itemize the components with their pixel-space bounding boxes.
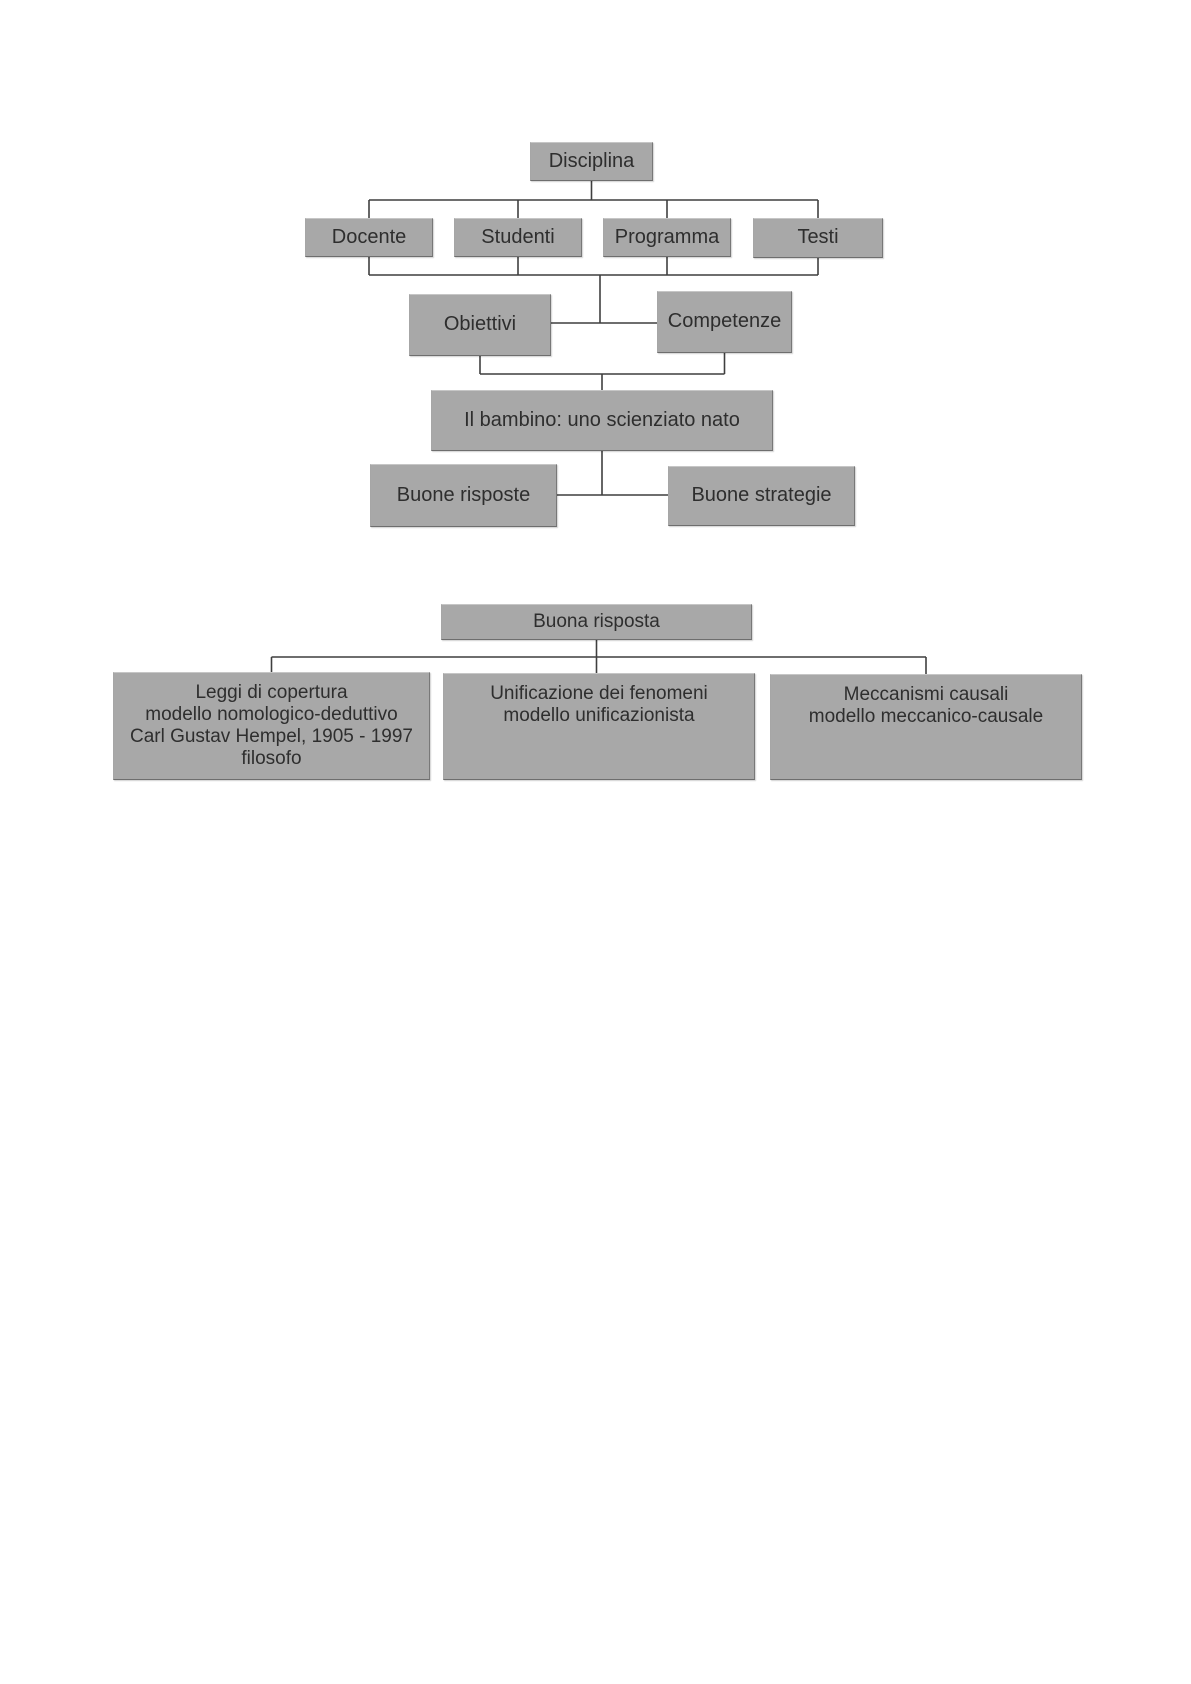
node-unificazione-dei-fenomeni <box>443 673 755 780</box>
node-buona-risposta: Buona risposta <box>441 604 752 640</box>
node-line: Carl Gustav Hempel, 1905 - 1997 <box>129 726 414 747</box>
node-buone-risposte: Buone risposte <box>370 464 557 527</box>
node-line: Meccanismi causali <box>843 684 1009 705</box>
node-leggi-di-copertura <box>113 672 430 780</box>
node-disciplina: Disciplina <box>530 142 653 181</box>
node-testi: Testi <box>753 218 883 258</box>
node-competenze: Competenze <box>657 291 792 353</box>
node-studenti: Studenti <box>454 218 582 257</box>
node-buone-strategie: Buone strategie <box>668 466 855 526</box>
node-line: Leggi di copertura <box>195 682 348 703</box>
node-line: modello meccanico-causale <box>808 706 1044 727</box>
node-obiettivi: Obiettivi <box>409 294 551 356</box>
node-docente: Docente <box>305 218 433 257</box>
node-line: modello unificazionista <box>503 705 695 726</box>
node-line: filosofo <box>241 748 302 769</box>
node-line: Unificazione dei fenomeni <box>490 683 708 704</box>
node-programma: Programma <box>603 218 731 257</box>
node-il-bambino-uno-scienziato-nato: Il bambino: uno scienziato nato <box>431 390 773 451</box>
node-line: modello nomologico-deduttivo <box>145 704 398 725</box>
node-meccanismi-causali <box>770 674 1082 780</box>
